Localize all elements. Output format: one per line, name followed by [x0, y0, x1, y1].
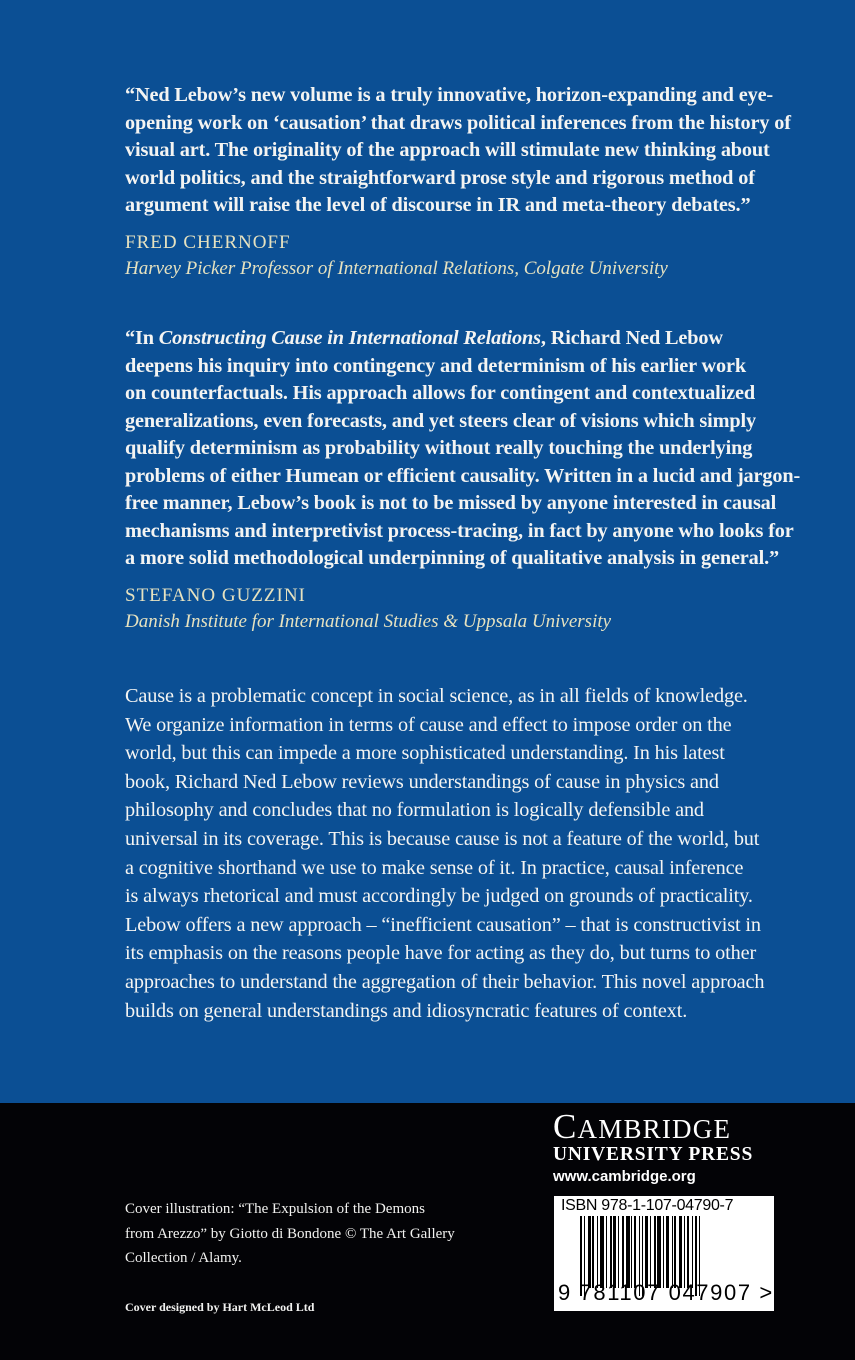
description-line: world, but this can impede a more sophisticated understanding. In his latest — [125, 742, 725, 765]
publisher-initial: C — [553, 1107, 578, 1146]
quote-line: a more solid methodological underpinning of qualitative analysis in general.” — [125, 547, 780, 569]
cover-illustration-credit — [125, 1197, 495, 1271]
credit-line: Cover illustration: “The Expulsion of the Demons — [125, 1201, 425, 1217]
endorser-affiliation: Harvey Picker Professor of International Relations, Colgate University — [125, 257, 668, 279]
description-line: approaches to understand the aggregation of their behavior. This novel approach — [125, 970, 765, 993]
description-line: Cause is a problematic concept in social science, as in all fields of knowledge. — [125, 685, 748, 707]
quote-line: argument will raise the level of discourse in IR and meta-theory debates.” — [125, 194, 751, 216]
barcode-bars — [580, 1216, 755, 1288]
isbn-digits: 9 781107 047907 > — [558, 1280, 774, 1305]
publisher-logo — [553, 1107, 778, 1185]
endorsement-quote — [125, 325, 815, 573]
publisher-name-rest: AMBRIDGE — [577, 1114, 732, 1144]
isbn-barcode — [554, 1196, 774, 1311]
credit-line: Collection / Alamy. — [125, 1250, 242, 1266]
publisher-url: www.cambridge.org — [553, 1168, 696, 1185]
endorser-name: FRED CHERNOFF — [125, 231, 291, 253]
quote-line: on counterfactuals. His approach allows for contingent and contextualized — [125, 382, 755, 404]
quote-line: qualify determinism as probability without really touching the underlying — [125, 437, 753, 459]
quote-open: “In — [125, 327, 159, 349]
quote-line: mechanisms and interpretivist process-tracing, in fact by anyone who looks for — [125, 519, 794, 542]
credit-line: from Arezzo” by Giotto di Bondone © The Art Gallery — [125, 1225, 455, 1242]
quote-line: , Richard Ned Lebow — [540, 327, 723, 349]
isbn-label: ISBN 978-1-107-04790-7 — [561, 1197, 734, 1214]
endorser-affiliation: Danish Institute for International Studies & Uppsala University — [125, 610, 612, 632]
quote-line: opening work on ‘causation’ that draws political inferences from the history of — [125, 111, 791, 134]
quote-line: deepens his inquiry into contingency and determinism of his earlier work — [125, 354, 746, 377]
book-title: Constructing Cause in International Relations — [158, 327, 541, 349]
quote-line: free manner, Lebow’s book is not to be missed by anyone interested in causal — [125, 492, 777, 514]
endorsement-quote — [125, 82, 815, 220]
description-line: a cognitive shorthand we use to make sense of it. In practice, causal inference — [125, 856, 744, 879]
description-line: Lebow offers a new approach – “inefficient causation” – that is constructivist in — [125, 913, 761, 936]
description-line: universal in its coverage. This is because cause is not a feature of the world, but — [125, 827, 760, 850]
quote-line: “Ned Lebow’s new volume is a truly innovative, horizon-expanding and eye- — [125, 84, 774, 106]
publisher-subtitle: UNIVERSITY PRESS — [553, 1144, 754, 1165]
description-line: builds on general understandings and idiosyncratic features of context. — [125, 999, 688, 1022]
quote-line: generalizations, even forecasts, and yet steers clear of visions which simply — [125, 409, 756, 432]
description-line: book, Richard Ned Lebow reviews understandings of cause in physics and — [125, 770, 719, 793]
endorsement-chernoff — [125, 82, 815, 280]
cover-designer-credit: Cover designed by Hart McLeod Ltd — [125, 1300, 315, 1314]
quote-line: problems of either Humean or efficient causality. Written in a lucid and jargon- — [125, 464, 801, 487]
description-line: We organize information in terms of cause and effect to impose order on the — [125, 713, 732, 736]
description-line: is always rhetorical and must accordingly be judged on grounds of practicality. — [125, 885, 753, 908]
quote-line: visual art. The originality of the approach will stimulate new thinking about — [125, 139, 770, 161]
endorsement-guzzini — [125, 325, 815, 633]
description-line: its emphasis on the reasons people have for acting as they do, but turns to other — [125, 942, 757, 965]
endorser-name: STEFANO GUZZINI — [125, 584, 306, 606]
quote-line: world politics, and the straightforward prose style and rigorous method of — [125, 166, 755, 189]
book-description — [125, 682, 815, 1025]
description-line: philosophy and concludes that no formulation is logically defensible and — [125, 799, 704, 822]
publisher-name — [553, 1107, 778, 1146]
description-paragraph — [125, 682, 815, 1025]
